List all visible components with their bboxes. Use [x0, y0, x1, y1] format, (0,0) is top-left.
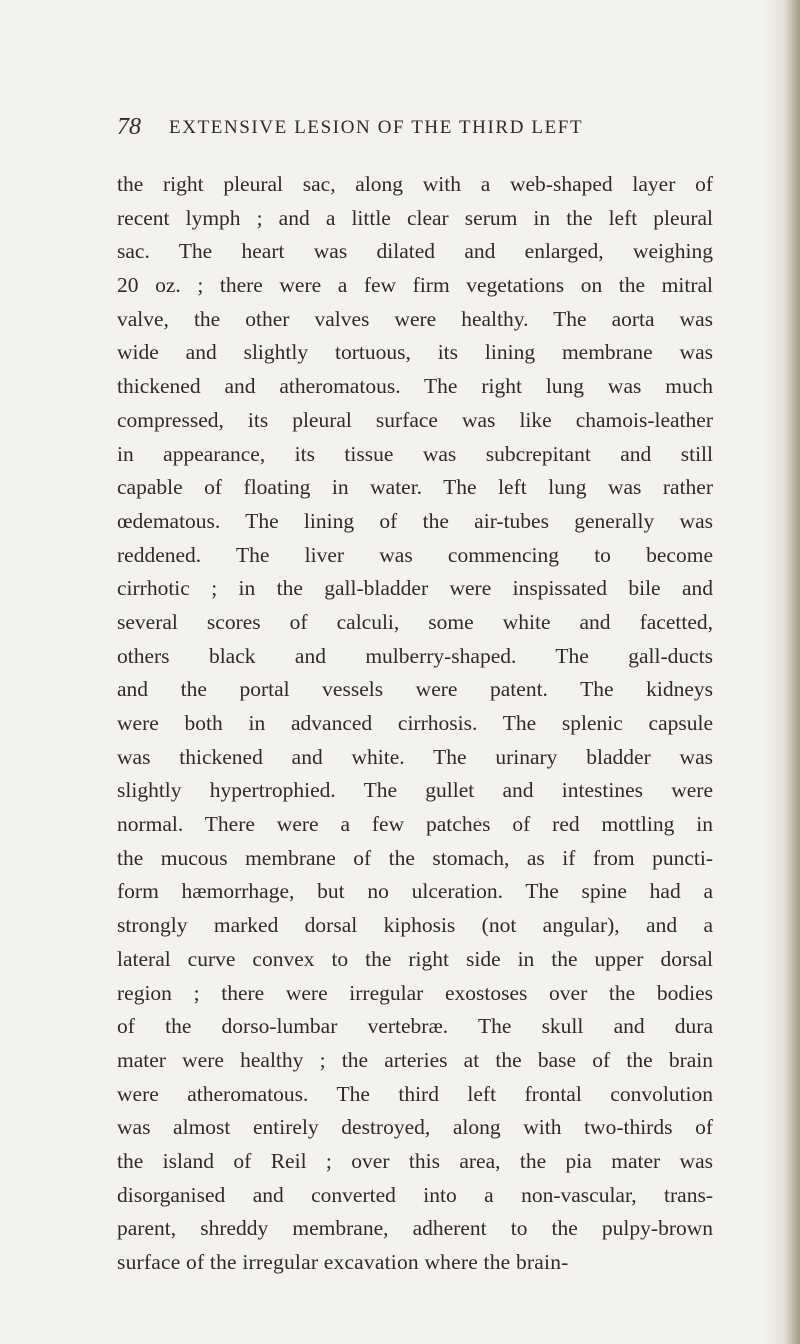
- text-line: compressed, its pleural surface was like chamois-leather: [117, 407, 713, 432]
- text-line: the right pleural sac, along with a web-shaped layer of: [117, 172, 713, 196]
- running-head: [117, 114, 757, 144]
- text-line: the island of Reil ; over this area, the pia mater was: [117, 1148, 713, 1173]
- text-line: valve, the other valves were healthy. The aorta was: [117, 306, 713, 331]
- running-title: EXTENSIVE LESION OF THE THIRD LEFT: [169, 117, 584, 138]
- text-line: and the portal vessels were patent. The kidneys: [117, 677, 713, 702]
- text-line: form hæmorrhage, but no ulceration. The spine had a: [117, 879, 713, 904]
- text-line: surface of the irregular excavation where the brain-: [117, 1250, 569, 1274]
- text-line: sac. The heart was dilated and enlarged, weighing: [117, 239, 713, 264]
- text-line: of the dorso-lumbar vertebræ. The skull and dura: [117, 1014, 713, 1039]
- text-line: others black and mulberry-shaped. The gall-ducts: [117, 643, 713, 668]
- text-line: recent lymph ; and a little clear serum in the left pleural: [117, 205, 713, 230]
- text-line: mater were healthy ; the arteries at the base of the brain: [117, 1047, 713, 1072]
- text-line: capable of floating in water. The left lung was rather: [117, 475, 713, 500]
- text-line: several scores of calculi, some white and facetted,: [117, 609, 713, 634]
- text-line: parent, shreddy membrane, adherent to the pulpy-brown: [117, 1216, 713, 1241]
- text-line: cirrhotic ; in the gall-bladder were inspissated bile and: [117, 576, 713, 601]
- text-line: lateral curve convex to the right side in the upper dorsal: [117, 946, 713, 971]
- text-line: normal. There were a few patches of red mottling in: [117, 812, 713, 837]
- page-edge-shadow: [764, 0, 800, 1344]
- text-line: was thickened and white. The urinary bladder was: [117, 744, 713, 769]
- text-line: were both in advanced cirrhosis. The splenic capsule: [117, 711, 713, 735]
- text-line: in appearance, its tissue was subcrepitant and still: [117, 441, 713, 466]
- text-line: was almost entirely destroyed, along with two-thirds of: [117, 1115, 713, 1140]
- body-text: [117, 168, 713, 1280]
- text-line: slightly hypertrophied. The gullet and intestines were: [117, 778, 713, 803]
- text-line: were atheromatous. The third left frontal convolution: [117, 1081, 713, 1106]
- text-line: disorganised and converted into a non-vascular, trans-: [117, 1182, 713, 1207]
- text-line: the mucous membrane of the stomach, as if from puncti-: [117, 845, 713, 870]
- page-number: 78: [117, 114, 141, 140]
- text-line: strongly marked dorsal kiphosis (not angular), and a: [117, 913, 713, 938]
- text-line: œdematous. The lining of the air-tubes generally was: [117, 508, 713, 533]
- text-line: reddened. The liver was commencing to become: [117, 542, 713, 567]
- text-line: thickened and atheromatous. The right lung was much: [117, 374, 713, 399]
- text-line: 20 oz. ; there were a few firm vegetations on the mitral: [117, 273, 713, 298]
- text-line: region ; there were irregular exostoses over the bodies: [117, 980, 713, 1005]
- text-line: wide and slightly tortuous, its lining membrane was: [117, 340, 713, 365]
